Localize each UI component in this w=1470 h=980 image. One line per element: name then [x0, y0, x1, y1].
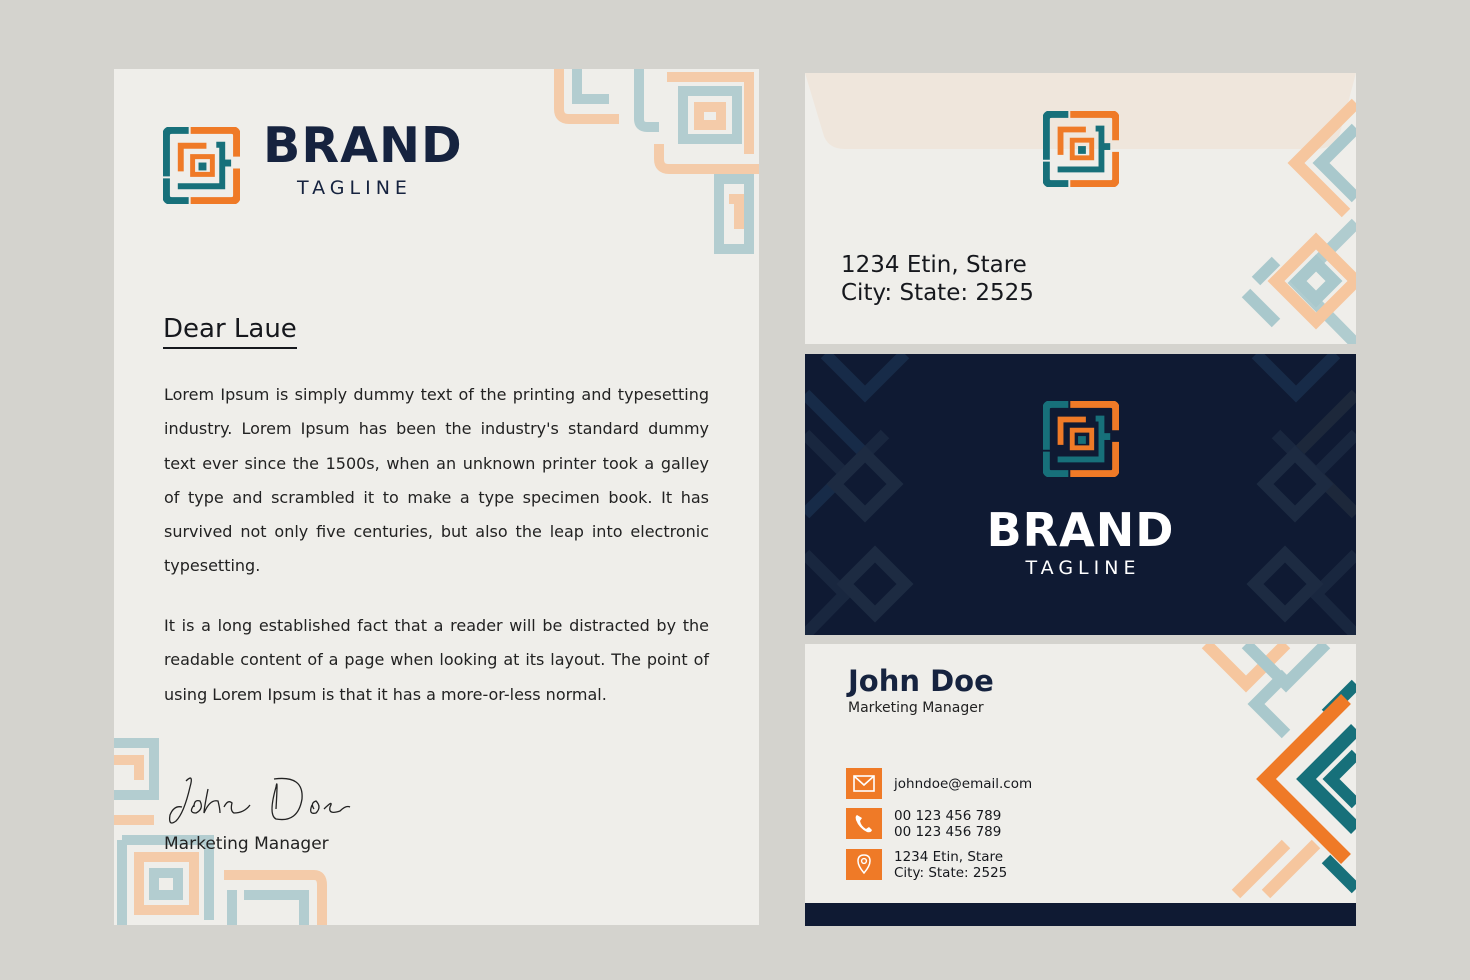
- address-line-2: City: State: 2525: [841, 280, 1034, 306]
- letter-paragraph-2: It is a long established fact that a reader will be distracted by the readable content of a page when looking at its layout. The point of using Lorem Ipsum is that it has a more-or-less normal.: [164, 616, 709, 704]
- brand-logo: [1043, 401, 1119, 477]
- brand-tagline: TAGLINE: [1025, 557, 1141, 579]
- brand-tagline: TAGLINE: [297, 177, 412, 199]
- letterhead: [114, 69, 759, 925]
- decorative-pattern-card-back: [1186, 644, 1356, 904]
- brand-name: BRAND: [986, 503, 1175, 557]
- card-bottom-bar: [805, 903, 1356, 926]
- brand-logo: [1043, 111, 1119, 187]
- contact-address-line-2: City: State: 2525: [894, 865, 1008, 881]
- contact-phone-1[interactable]: 00 123 456 789: [894, 808, 1002, 824]
- contact-name: John Doe: [848, 664, 994, 698]
- signature: [164, 769, 354, 831]
- envelope: [805, 73, 1356, 344]
- contact-address-line-1: 1234 Etin, Stare: [894, 849, 1004, 865]
- address-line-1: 1234 Etin, Stare: [841, 252, 1027, 278]
- contact-title: Marketing Manager: [848, 700, 984, 716]
- brand-logo: [163, 127, 240, 204]
- decorative-pattern-top-right: [549, 69, 759, 259]
- contact-phones: [894, 808, 1114, 840]
- business-card-front: [805, 354, 1356, 635]
- contact-address: [894, 849, 1114, 881]
- contact-email[interactable]: johndoe@email.com: [894, 776, 1033, 792]
- envelope-address: [841, 251, 1034, 307]
- decorative-pattern-card-front: [805, 354, 1356, 635]
- signer-role: Marketing Manager: [164, 834, 329, 854]
- brand-name: BRAND: [263, 117, 463, 174]
- letter-greeting: Dear Laue: [163, 315, 297, 349]
- contact-phone-2[interactable]: 00 123 456 789: [894, 824, 1002, 840]
- mail-icon: [846, 768, 882, 799]
- phone-icon: [846, 808, 882, 839]
- business-card-back: [805, 644, 1356, 926]
- location-icon: [846, 849, 882, 880]
- letter-paragraph-1: Lorem Ipsum is simply dummy text of the printing and typesetting industry. Lorem Ipsum has been the industry's standard dummy text ever since the 1500s, when an unknown printer took a galley of type and scrambled it to make a type specimen book. It has survived not only five centuries, but also the leap into electronic typesetting.: [164, 385, 709, 576]
